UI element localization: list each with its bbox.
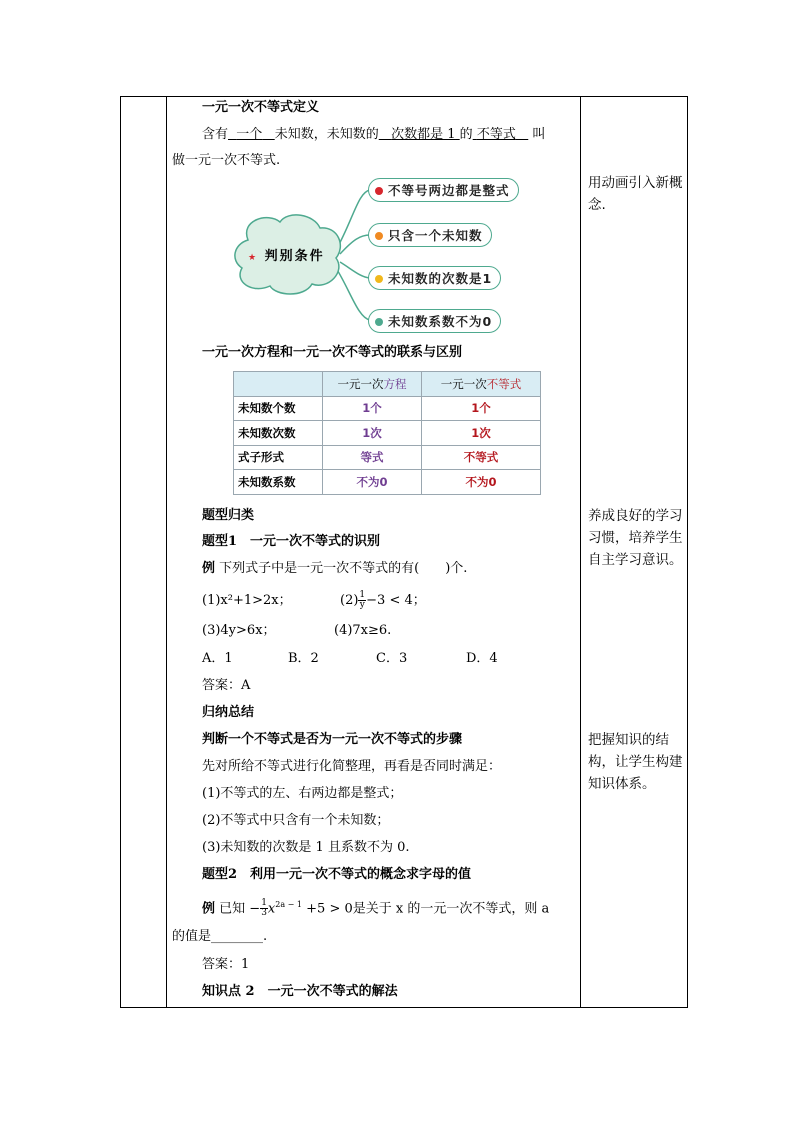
bullet-icon	[375, 232, 383, 240]
table-row: 式子形式 等式 不等式	[234, 445, 541, 470]
bullet-icon	[375, 275, 383, 283]
table-row: 未知数系数 不为0 不为0	[234, 470, 541, 495]
mindmap-item: 只含一个未知数	[368, 223, 492, 247]
definition-line2: 做一元一次不等式.	[172, 153, 281, 168]
steps-heading: 判断一个不等式是否为一元一次不等式的步骤	[202, 732, 463, 747]
star-icon: ★	[248, 253, 259, 263]
answer2: 答案：1	[202, 957, 250, 972]
example1-item1: (1)x²+1>2x；	[202, 593, 292, 608]
example1-item3: (3)4y>6x；	[202, 623, 276, 638]
table-row: 未知数个数 1个 1个	[234, 396, 541, 421]
steps-intro: 先对所给不等式进行化简整理，再看是否同时满足：	[202, 759, 502, 774]
column-divider-left	[166, 97, 167, 1007]
mindmap-item: 不等号两边都是整式	[368, 178, 519, 202]
option-b: B．2	[288, 651, 319, 666]
table-header-row: 一元一次方程 一元一次不等式	[234, 372, 541, 397]
answer1: 答案：A	[202, 678, 251, 693]
mindmap-item: 未知数系数不为0	[368, 309, 501, 333]
side-note-1: 用动画引入新概念.	[588, 175, 683, 213]
bullet-icon	[375, 187, 383, 195]
column-divider-right	[580, 97, 581, 1007]
definition-line1: 含有 一个 未知数，未知数的 次数都是 1 的 不等式 叫	[202, 127, 546, 142]
side-note-2: 养成良好的学习习惯，培养学生自主学习意识。	[588, 508, 683, 568]
mindmap-center: ★ 判别条件	[248, 249, 325, 264]
bullet-icon	[375, 318, 383, 326]
option-d: D．4	[466, 651, 498, 666]
compare-heading: 一元一次方程和一元一次不等式的联系与区别	[202, 345, 463, 360]
option-c: C．3	[376, 651, 408, 666]
definition-heading: 一元一次不等式定义	[202, 100, 320, 115]
example1-item4: (4)7x≥6.	[334, 623, 392, 638]
types-heading: 题型归类	[202, 508, 255, 523]
step-1: (1)不等式的左、右两边都是整式；	[202, 786, 403, 801]
example1-item2: (2) $\frac{1}{y}$ −3 < 4；	[340, 590, 426, 610]
step-2: (2)不等式中只含有一个未知数；	[202, 813, 390, 828]
side-note-3: 把握知识的结构，让学生构建知识体系。	[588, 732, 683, 792]
table-row: 未知数次数 1次 1次	[234, 421, 541, 446]
compare-table	[233, 371, 541, 495]
example2-line2: 的值是________.	[172, 929, 268, 944]
summary-heading: 归纳总结	[202, 705, 255, 720]
example1: 例 下列式子中是一元一次不等式的有( )个.	[202, 561, 468, 576]
step-3: (3)未知数的次数是 1 且系数不为 0.	[202, 840, 410, 855]
option-a: A．1	[202, 651, 233, 666]
example2: 例 已知 − $\frac{1}{3}$ $x^{2a - 1} +5 > 0$是关于 x 的一元一次不等式，则 a	[202, 898, 550, 919]
knowledge-point-2: 知识点 2 一元一次不等式的解法	[202, 984, 398, 999]
type2-heading: 题型2 利用一元一次不等式的概念求字母的值	[202, 867, 472, 882]
mindmap-item: 未知数的次数是1	[368, 266, 501, 290]
type1-heading: 题型1 一元一次不等式的识别	[202, 534, 381, 549]
